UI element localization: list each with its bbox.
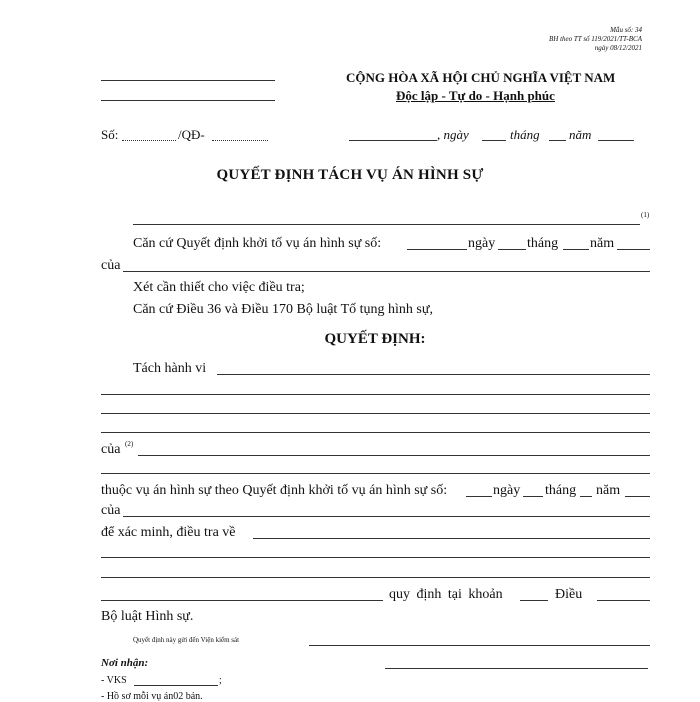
hanh-vi-line-3[interactable] (101, 413, 650, 414)
decision-cua-label: của (101, 442, 121, 457)
can-cu-1-number-blank[interactable] (407, 249, 467, 250)
date-thang-label: tháng (510, 127, 540, 142)
date-year-blank[interactable] (598, 140, 634, 141)
thuoc-month-blank[interactable] (580, 496, 592, 497)
can-cu-1-year-blank[interactable] (617, 249, 650, 250)
date-month-blank[interactable] (549, 140, 566, 141)
motto-heading: Độc lập - Tự do - Hạnh phúc (396, 88, 555, 103)
hanh-vi-line-2[interactable] (101, 394, 650, 395)
decision-cua-blank[interactable] (138, 455, 650, 456)
can-cu-1-month-blank[interactable] (563, 249, 589, 250)
dieu-blank[interactable] (597, 600, 650, 601)
can-cu-2-text: Căn cứ Điều 36 và Điều 170 Bộ luật Tố tụng hình sự, (133, 302, 433, 317)
tach-hanh-vi-label: Tách hành vi (133, 361, 207, 376)
place-blank[interactable] (349, 140, 437, 141)
thuoc-ngay: ngày (493, 483, 521, 498)
so-blank[interactable] (122, 140, 176, 141)
thuoc-cua-label: của (101, 503, 121, 518)
noi-nhan-vks-blank[interactable] (134, 685, 218, 686)
agency-line-2[interactable] (101, 100, 275, 101)
thuoc-cua-blank[interactable] (123, 516, 650, 517)
decision-cua-line-2[interactable] (101, 473, 650, 474)
note-1-marker: (1) (641, 211, 650, 219)
de-xac-minh-label: để xác minh, điều tra về (101, 525, 236, 540)
note-2-marker: (2) (125, 440, 134, 448)
qd-blank[interactable] (212, 140, 268, 141)
decision-heading: QUYẾT ĐỊNH: (324, 331, 426, 347)
so-label: Số: (101, 127, 119, 142)
quy-dinh-text: quy định tại khoản (389, 587, 503, 602)
form-code-date: ngày 08/12/2021 (594, 44, 642, 52)
thuoc-day-blank[interactable] (523, 496, 543, 497)
gui-vks-text: Quyết định này gửi đến Viện kiểm sát (133, 636, 240, 644)
thuoc-year-blank[interactable] (625, 496, 650, 497)
thuoc-vu-an-text: thuộc vụ án hình sự theo Quyết định khởi tố vụ án hình sự số: (101, 483, 448, 498)
document-title: QUYẾT ĐỊNH TÁCH VỤ ÁN HÌNH SỰ (216, 167, 484, 183)
thuoc-nam: năm (596, 483, 621, 498)
can-cu-1-cua: của (101, 258, 121, 273)
thuoc-thang: tháng (545, 483, 577, 498)
can-cu-1-thang: tháng (527, 236, 559, 251)
quy-dinh-lead-blank[interactable] (101, 600, 383, 601)
can-cu-1-ngay: ngày (468, 236, 496, 251)
xac-minh-line-3[interactable] (101, 577, 650, 578)
date-day-blank[interactable] (482, 140, 506, 141)
form-code (549, 26, 642, 53)
bo-luat-text: Bộ luật Hình sự. (101, 609, 194, 624)
form-code-number: Mẫu số: 34 (610, 26, 642, 34)
noi-nhan-vks: - VKS (101, 675, 127, 686)
signature-title-line[interactable] (385, 668, 648, 669)
noi-nhan-ho-so: - Hồ sơ mỗi vụ án02 bản. (101, 691, 203, 702)
de-xac-minh-blank[interactable] (253, 538, 650, 539)
noi-nhan-label: Nơi nhận: (101, 657, 149, 669)
can-cu-1-nam: năm (590, 236, 615, 251)
gui-vks-blank[interactable] (309, 645, 650, 646)
thuoc-number-blank[interactable] (466, 496, 492, 497)
republic-heading: CỘNG HÒA XÃ HỘI CHỦ NGHĨA VIỆT NAM (346, 70, 616, 85)
dieu-label: Điều (555, 587, 583, 602)
can-cu-1-text: Căn cứ Quyết định khởi tố vụ án hình sự số: (133, 236, 382, 251)
xet-text: Xét cần thiết cho việc điều tra; (133, 280, 305, 295)
can-cu-1-cua-blank[interactable] (123, 271, 650, 272)
hanh-vi-line-4[interactable] (101, 432, 650, 433)
agency-line-1[interactable] (101, 80, 275, 81)
can-cu-1-day-blank[interactable] (498, 249, 526, 250)
khoan-blank[interactable] (520, 600, 548, 601)
date-ngay-label: , ngày (437, 127, 469, 142)
agency-issuer-blank[interactable] (133, 224, 640, 225)
tach-hanh-vi-blank[interactable] (217, 374, 650, 375)
date-nam-label: năm (569, 127, 592, 142)
qd-label: /QĐ- (178, 127, 205, 142)
xac-minh-line-2[interactable] (101, 557, 650, 558)
form-code-basis: BH theo TT số 119/2021/TT-BCA (549, 35, 642, 43)
noi-nhan-vks-semicolon: ; (219, 675, 222, 686)
